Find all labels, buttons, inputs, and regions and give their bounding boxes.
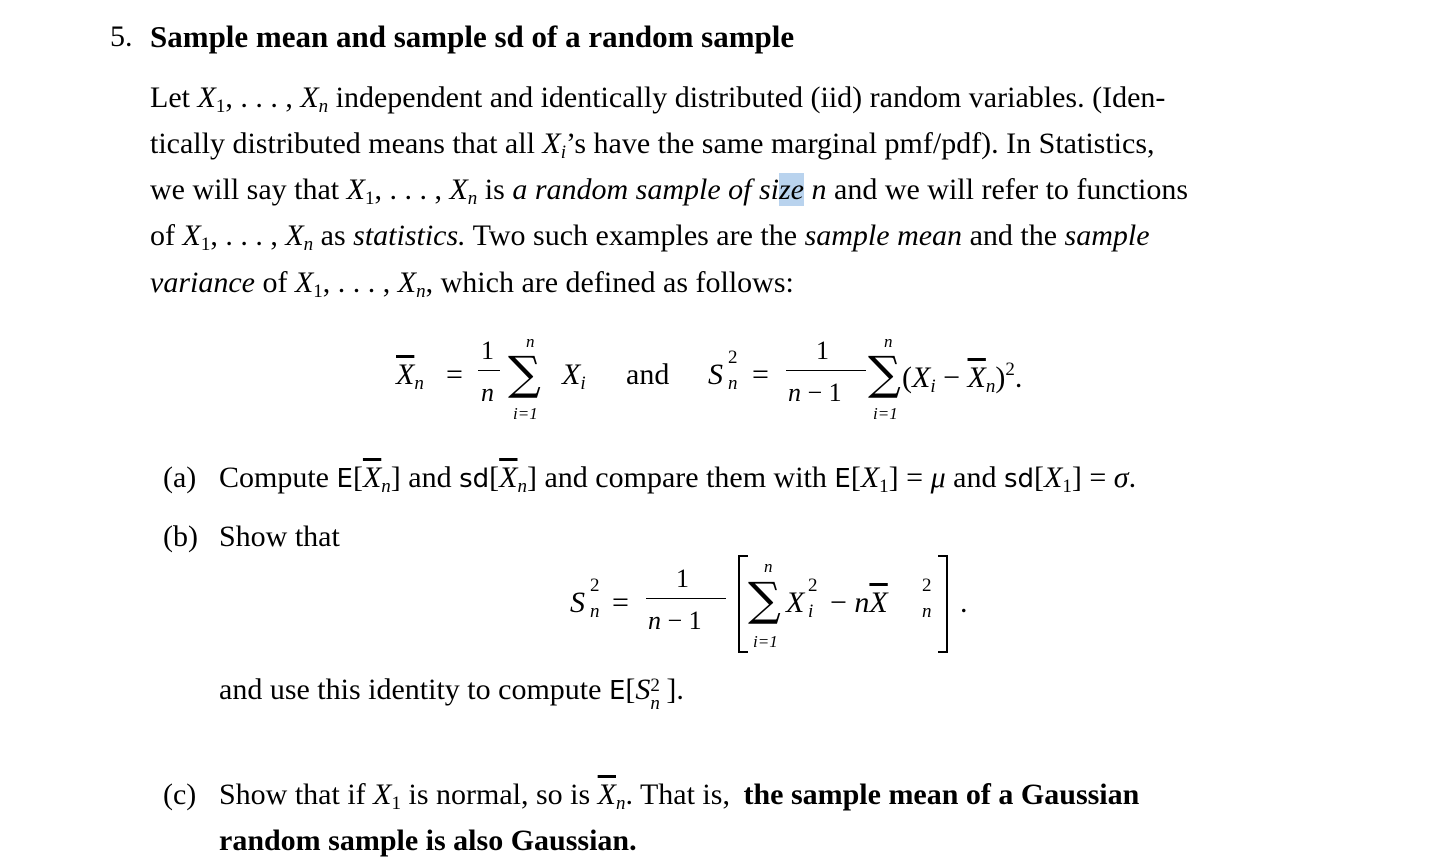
part-a-text: Compute $E[\overline{X}_n]$ and $sd[\overline{X}_n]$ and compare them with $E[X_1] = \mu$ and $sd[X_1] = \sigma$. <box>219 461 1137 497</box>
section-number: 5. <box>110 20 133 53</box>
intro-line-4: of $X_1$, . . . , $X_n$ as statistics. Two such examples are the sample mean and the sample <box>150 219 1150 255</box>
part-a-label: (a) <box>163 461 197 494</box>
intro-line-5: variance of $X_1$, . . . , $X_n$, which are defined as follows: <box>150 266 794 302</box>
part-b-text: Show that <box>219 520 340 553</box>
intro-line-3: we will say that $X_1$, . . . , $X_n$ is a random sample of size n and we will refer to functions <box>150 173 1189 209</box>
part-c-label: (c) <box>163 778 197 811</box>
part-c-text: Show that if $X_1$ is normal, so is $\overline{X}_n$. That is, the sample mean of a Gaussian <box>219 778 1140 814</box>
section-title: Sample mean and sample sd of a random sample <box>150 19 795 54</box>
part-c-text-2: random sample is also Gaussian. <box>219 824 637 857</box>
text-selection-highlight[interactable]: ze <box>779 173 804 206</box>
intro-line-1: Let $X_1$, . . . , $X_n$ independent and identically distributed (iid) random variables. (Iden- <box>150 81 1166 117</box>
part-b-text-2: and use this identity to compute E[S 2 n ]. <box>219 673 684 714</box>
intro-line-2: tically distributed means that all $X_i’s$ have the same marginal pmf/pdf). In Statistics, <box>150 127 1155 163</box>
part-b-label: (b) <box>163 520 198 553</box>
